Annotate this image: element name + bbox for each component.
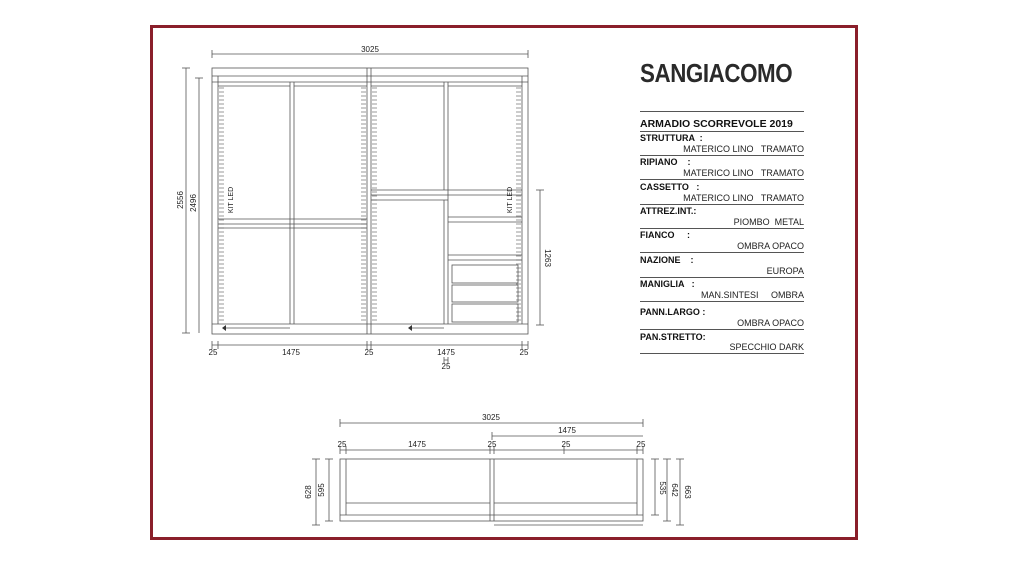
plan-height-535: 535 [658,481,667,495]
spec-value-struttura: MATERICO LINO TRAMATO [683,144,804,154]
front-dim-1475-right: 1475 [437,348,455,357]
spec-label-pann-largo: PANN.LARGO : [640,307,706,317]
spec-label-ripiano: RIPIANO : [640,157,691,167]
title-rule-top [640,111,804,112]
spec-rule [640,301,804,302]
plan-door-width: 1475 [558,426,576,435]
spec-value-maniglia: MAN.SINTESI OMBRA [700,290,804,300]
plan-height-642: 642 [670,483,679,497]
plan-dim-25-d: 25 [636,440,646,449]
plan-dim-25-c: 25 [561,440,571,449]
spec-value-attrez: PIOMBO METAL [733,217,804,227]
spec-value-pann-largo: OMBRA OPACO [737,318,804,328]
spec-rule [640,353,804,354]
brand-logo: SANGIACOMO [640,58,793,88]
plan-view-structure [312,419,684,525]
spec-rule [640,277,804,278]
spec-rule [640,204,804,205]
plan-dim-1475: 1475 [408,440,426,449]
plan-overall-width: 3025 [482,413,500,422]
spec-label-cassetto: CASSETTO : [640,182,700,192]
plan-dim-25-a: 25 [337,440,347,449]
front-right-height: 1263 [543,249,552,267]
plan-dim-25-b: 25 [487,440,497,449]
spec-label-struttura: STRUTTURA : [640,133,703,143]
plan-height-628: 628 [304,485,313,499]
spec-rule [640,155,804,156]
front-overall-width: 3025 [361,45,379,54]
spec-label-fianco: FIANCO : [640,230,690,240]
plan-height-663: 663 [683,485,692,499]
spec-value-nazione: EUROPA [766,266,804,276]
spec-value-fianco: OMBRA OPACO [737,241,804,251]
kit-led-right-label: KIT LED [507,186,514,214]
spec-value-cassetto: MATERICO LINO TRAMATO [683,193,804,203]
spec-rule [640,228,804,229]
spec-rule [640,179,804,180]
title-rule-bottom [640,131,804,132]
spec-label-nazione: NAZIONE : [640,255,694,265]
spec-label-pan-stretto: PAN.STRETTO: [640,332,706,342]
front-dim-25-center: 25 [364,348,374,357]
front-dim-25-left: 25 [208,348,218,357]
front-dim-1475-left: 1475 [282,348,300,357]
plan-height-595: 595 [317,483,326,497]
front-dim-25-right: 25 [519,348,529,357]
front-dim-25-under: 25 [441,362,451,371]
front-inner-height: 2496 [189,194,198,212]
spec-label-attrez: ATTREZ.INT.: [640,206,697,216]
spec-rule [640,329,804,330]
spec-value-ripiano: MATERICO LINO TRAMATO [683,168,804,178]
wardrobe-outline [212,68,528,334]
spec-rule [640,252,804,253]
sheet-title: ARMADIO SCORREVOLE 2019 [640,118,793,130]
kit-led-left-label: KIT LED [228,186,235,214]
spec-value-pan-stretto: SPECCHIO DARK [729,342,804,352]
front-outer-height: 2556 [176,191,185,209]
spec-label-maniglia: MANIGLIA : [640,279,695,289]
plan-outline [340,459,643,521]
